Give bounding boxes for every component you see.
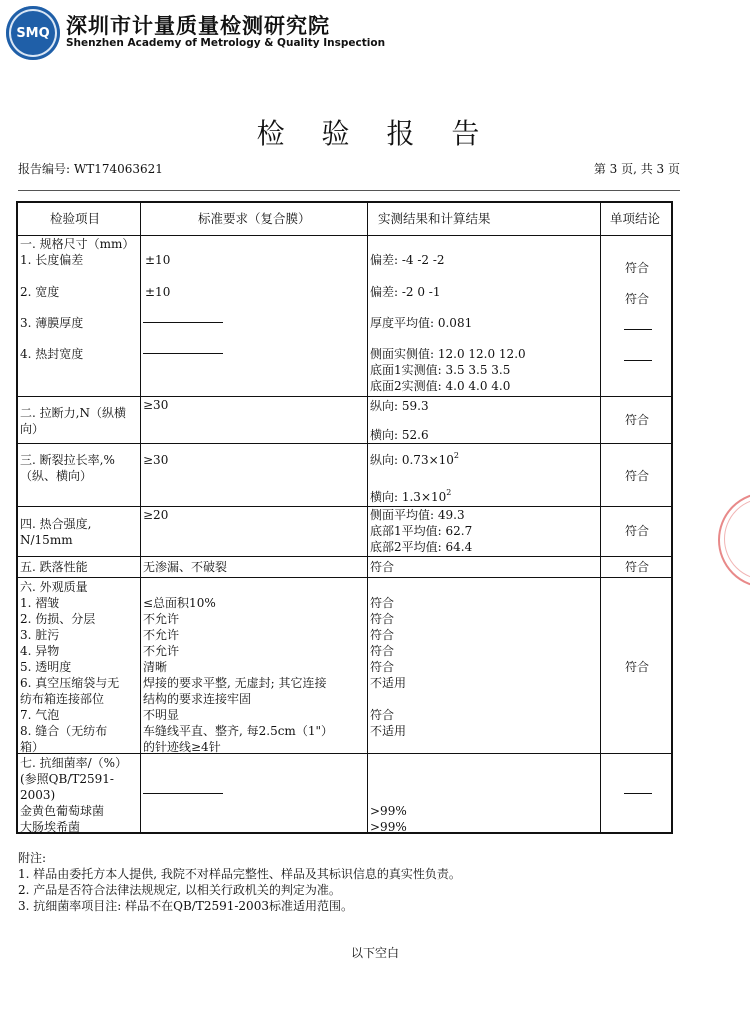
row-divider [18, 443, 671, 444]
sec5-concl: 符合 [625, 560, 650, 574]
sec6-item: 4. 异物 [20, 644, 60, 658]
page-info: 第 3 页, 共 3 页 [593, 162, 680, 176]
sec7-item-line3: 2003) [20, 788, 56, 802]
note-item: 2. 产品是否符合法律法规规定, 以相关行政机关的判定为准。 [18, 883, 341, 897]
not-applicable-dash [143, 353, 223, 354]
sec4-item-line2: N/15mm [20, 533, 73, 547]
sec4-res1: 侧面平均值: 49.3 [370, 508, 465, 522]
sec4-concl: 符合 [625, 524, 650, 538]
sec1-r1-res: 偏差: -4 -2 -2 [370, 253, 445, 267]
sec4-req: ≥20 [143, 508, 169, 522]
sec3-concl: 符合 [625, 469, 650, 483]
note-item: 1. 样品由委托方本人提供, 我院不对样品完整性、样品及其标识信息的真实性负责。 [18, 867, 461, 881]
sec7-res2: >99% [370, 820, 407, 834]
sec3-item-line2: （纵、横向） [20, 469, 93, 483]
institute-logo [6, 6, 60, 60]
sec2-item-line2: 向） [20, 422, 45, 436]
report-title: 检 验 报 告 [256, 117, 494, 150]
sec6-item: 5. 透明度 [20, 660, 72, 674]
sec1-r4-res3: 底面2实测值: 4.0 4.0 4.0 [370, 379, 511, 393]
row-divider [18, 396, 671, 397]
col-divider [367, 203, 368, 832]
sec2-concl: 符合 [625, 413, 650, 427]
col-divider [140, 203, 141, 832]
org-name-english: Shenzhen Academy of Metrology & Quality Inspection [66, 37, 386, 49]
sec3-res2 [370, 490, 451, 506]
header-item: 检验项目 [50, 211, 101, 226]
sec6-req: 不允许 [143, 644, 180, 658]
header-requirement: 标准要求（复合膜） [198, 211, 311, 226]
sec3-item-line1: 三. 断裂拉长率,% [20, 453, 115, 467]
sec6-req: 不允许 [143, 612, 180, 626]
row-divider [18, 556, 671, 557]
sec6-result: 不适用 [370, 676, 407, 690]
sec5-res: 符合 [370, 560, 395, 574]
sec1-r2-concl: 符合 [625, 292, 650, 306]
sec6-req: 焊接的要求平整, 无虚封; 其它连接 [143, 676, 327, 690]
col-divider [600, 203, 601, 832]
sec6-result: 符合 [370, 596, 395, 610]
sec6-result: 符合 [370, 628, 395, 642]
sec6-result: 符合 [370, 660, 395, 674]
not-applicable-dash [143, 322, 223, 323]
row-divider [18, 506, 671, 507]
sec4-res3: 底部2平均值: 64.4 [370, 540, 473, 554]
row-divider [18, 753, 671, 754]
sec1-r3-res: 厚度平均值: 0.081 [370, 316, 473, 330]
header-conclusion: 单项结论 [610, 211, 661, 226]
sec3-req: ≥30 [143, 453, 169, 467]
sec2-res1: 纵向: 59.3 [370, 399, 429, 413]
row-divider [18, 577, 671, 578]
header-result: 实测结果和计算结果 [378, 211, 491, 226]
sec6-item: 2. 伤损、分层 [20, 612, 96, 626]
sec1-r2-req: ±10 [145, 285, 171, 299]
sec3-res1-text: 纵向: 0.73×10 [370, 453, 454, 467]
sec6-result: 符合 [370, 644, 395, 658]
end-of-report-text: 以下空白 [350, 946, 399, 960]
sec3-res2-text: 横向: 1.3×10 [370, 490, 447, 504]
sec6-req: 清晰 [143, 660, 168, 674]
not-applicable-dash [624, 360, 652, 361]
notes-block [18, 850, 461, 914]
inspection-table [16, 201, 673, 834]
sec6-concl: 符合 [625, 660, 650, 674]
sec1-r2-res: 偏差: -2 0 -1 [370, 285, 441, 299]
not-applicable-dash [143, 793, 223, 794]
sec6-title: 六. 外观质量 [20, 580, 88, 594]
sec7-item-line5: 大肠埃希菌 [20, 820, 81, 834]
sec6-result: 不适用 [370, 724, 407, 738]
sec7-res1: >99% [370, 804, 407, 818]
logo-text: SMQ [16, 25, 50, 41]
sec6-req: 不明显 [143, 708, 180, 722]
sec6-req: 不允许 [143, 628, 180, 642]
sec2-req: ≥30 [143, 398, 169, 412]
sec6-item: 1. 褶皱 [20, 596, 60, 610]
sec1-r1-item: 1. 长度偏差 [20, 253, 84, 267]
sec1-r1-concl: 符合 [625, 261, 650, 275]
sec6-result: 符合 [370, 612, 395, 626]
sec1-r2-item: 2. 宽度 [20, 285, 60, 299]
sec1-r3-item: 3. 薄膜厚度 [20, 316, 84, 330]
sec1-r1-req: ±10 [145, 253, 171, 267]
sec3-res1 [370, 453, 459, 469]
sec6-item: 箱） [20, 740, 45, 754]
note-item: 3. 抗细菌率项目注: 样品不在QB/T2591-2003标准适用范围。 [18, 899, 353, 913]
sec4-item-line1: 四. 热合强度, [20, 517, 92, 531]
sec7-item-line4: 金黄色葡萄球菌 [20, 804, 105, 818]
report-number: 报告编号: WT174063621 [18, 162, 163, 176]
sec2-res2: 横向: 52.6 [370, 428, 429, 442]
sec7-item-line2: (参照QB/T2591- [20, 772, 114, 786]
header-divider [18, 190, 680, 191]
sec3-res2-exponent: 2 [446, 488, 452, 497]
sec1-title: 一. 规格尺寸（mm） [20, 237, 135, 251]
sec3-res1-exponent: 2 [453, 451, 459, 460]
org-name-chinese: 深圳市计量质量检测研究院 [66, 14, 330, 38]
sec6-item: 6. 真空压缩袋与无 [20, 676, 120, 690]
sec6-item: 纺布箱连接部位 [20, 692, 105, 706]
notes-heading: 附注: [18, 851, 47, 865]
sec6-item: 7. 气泡 [20, 708, 60, 722]
sec6-item: 8. 缝合（无纺布 [20, 724, 108, 738]
sec6-item: 3. 脏污 [20, 628, 60, 642]
sec1-r4-res1: 侧面实侧值: 12.0 12.0 12.0 [370, 347, 526, 361]
sec6-req: 的针迹线≥4针 [143, 740, 221, 754]
sec4-res2: 底部1平均值: 62.7 [370, 524, 473, 538]
sec6-req: 车缝线平直、整齐, 每2.5cm（1"） [143, 724, 333, 738]
sec5-req: 无渗漏、不破裂 [143, 560, 228, 574]
sec6-result: 符合 [370, 708, 395, 722]
sec6-req: 结构的要求连接牢固 [143, 692, 252, 706]
row-divider [18, 235, 671, 236]
sec1-r4-res2: 底面1实测值: 3.5 3.5 3.5 [370, 363, 511, 377]
not-applicable-dash [624, 329, 652, 330]
sec2-item-line1: 二. 拉断力,N（纵横 [20, 406, 126, 420]
sec7-item-line1: 七. 抗细菌率/（%） [20, 756, 128, 770]
sec1-r4-item: 4. 热封宽度 [20, 347, 84, 361]
not-applicable-dash [624, 793, 652, 794]
sec6-req: ≤总面积10% [143, 596, 216, 610]
sec5-item: 五. 跌落性能 [20, 560, 88, 574]
